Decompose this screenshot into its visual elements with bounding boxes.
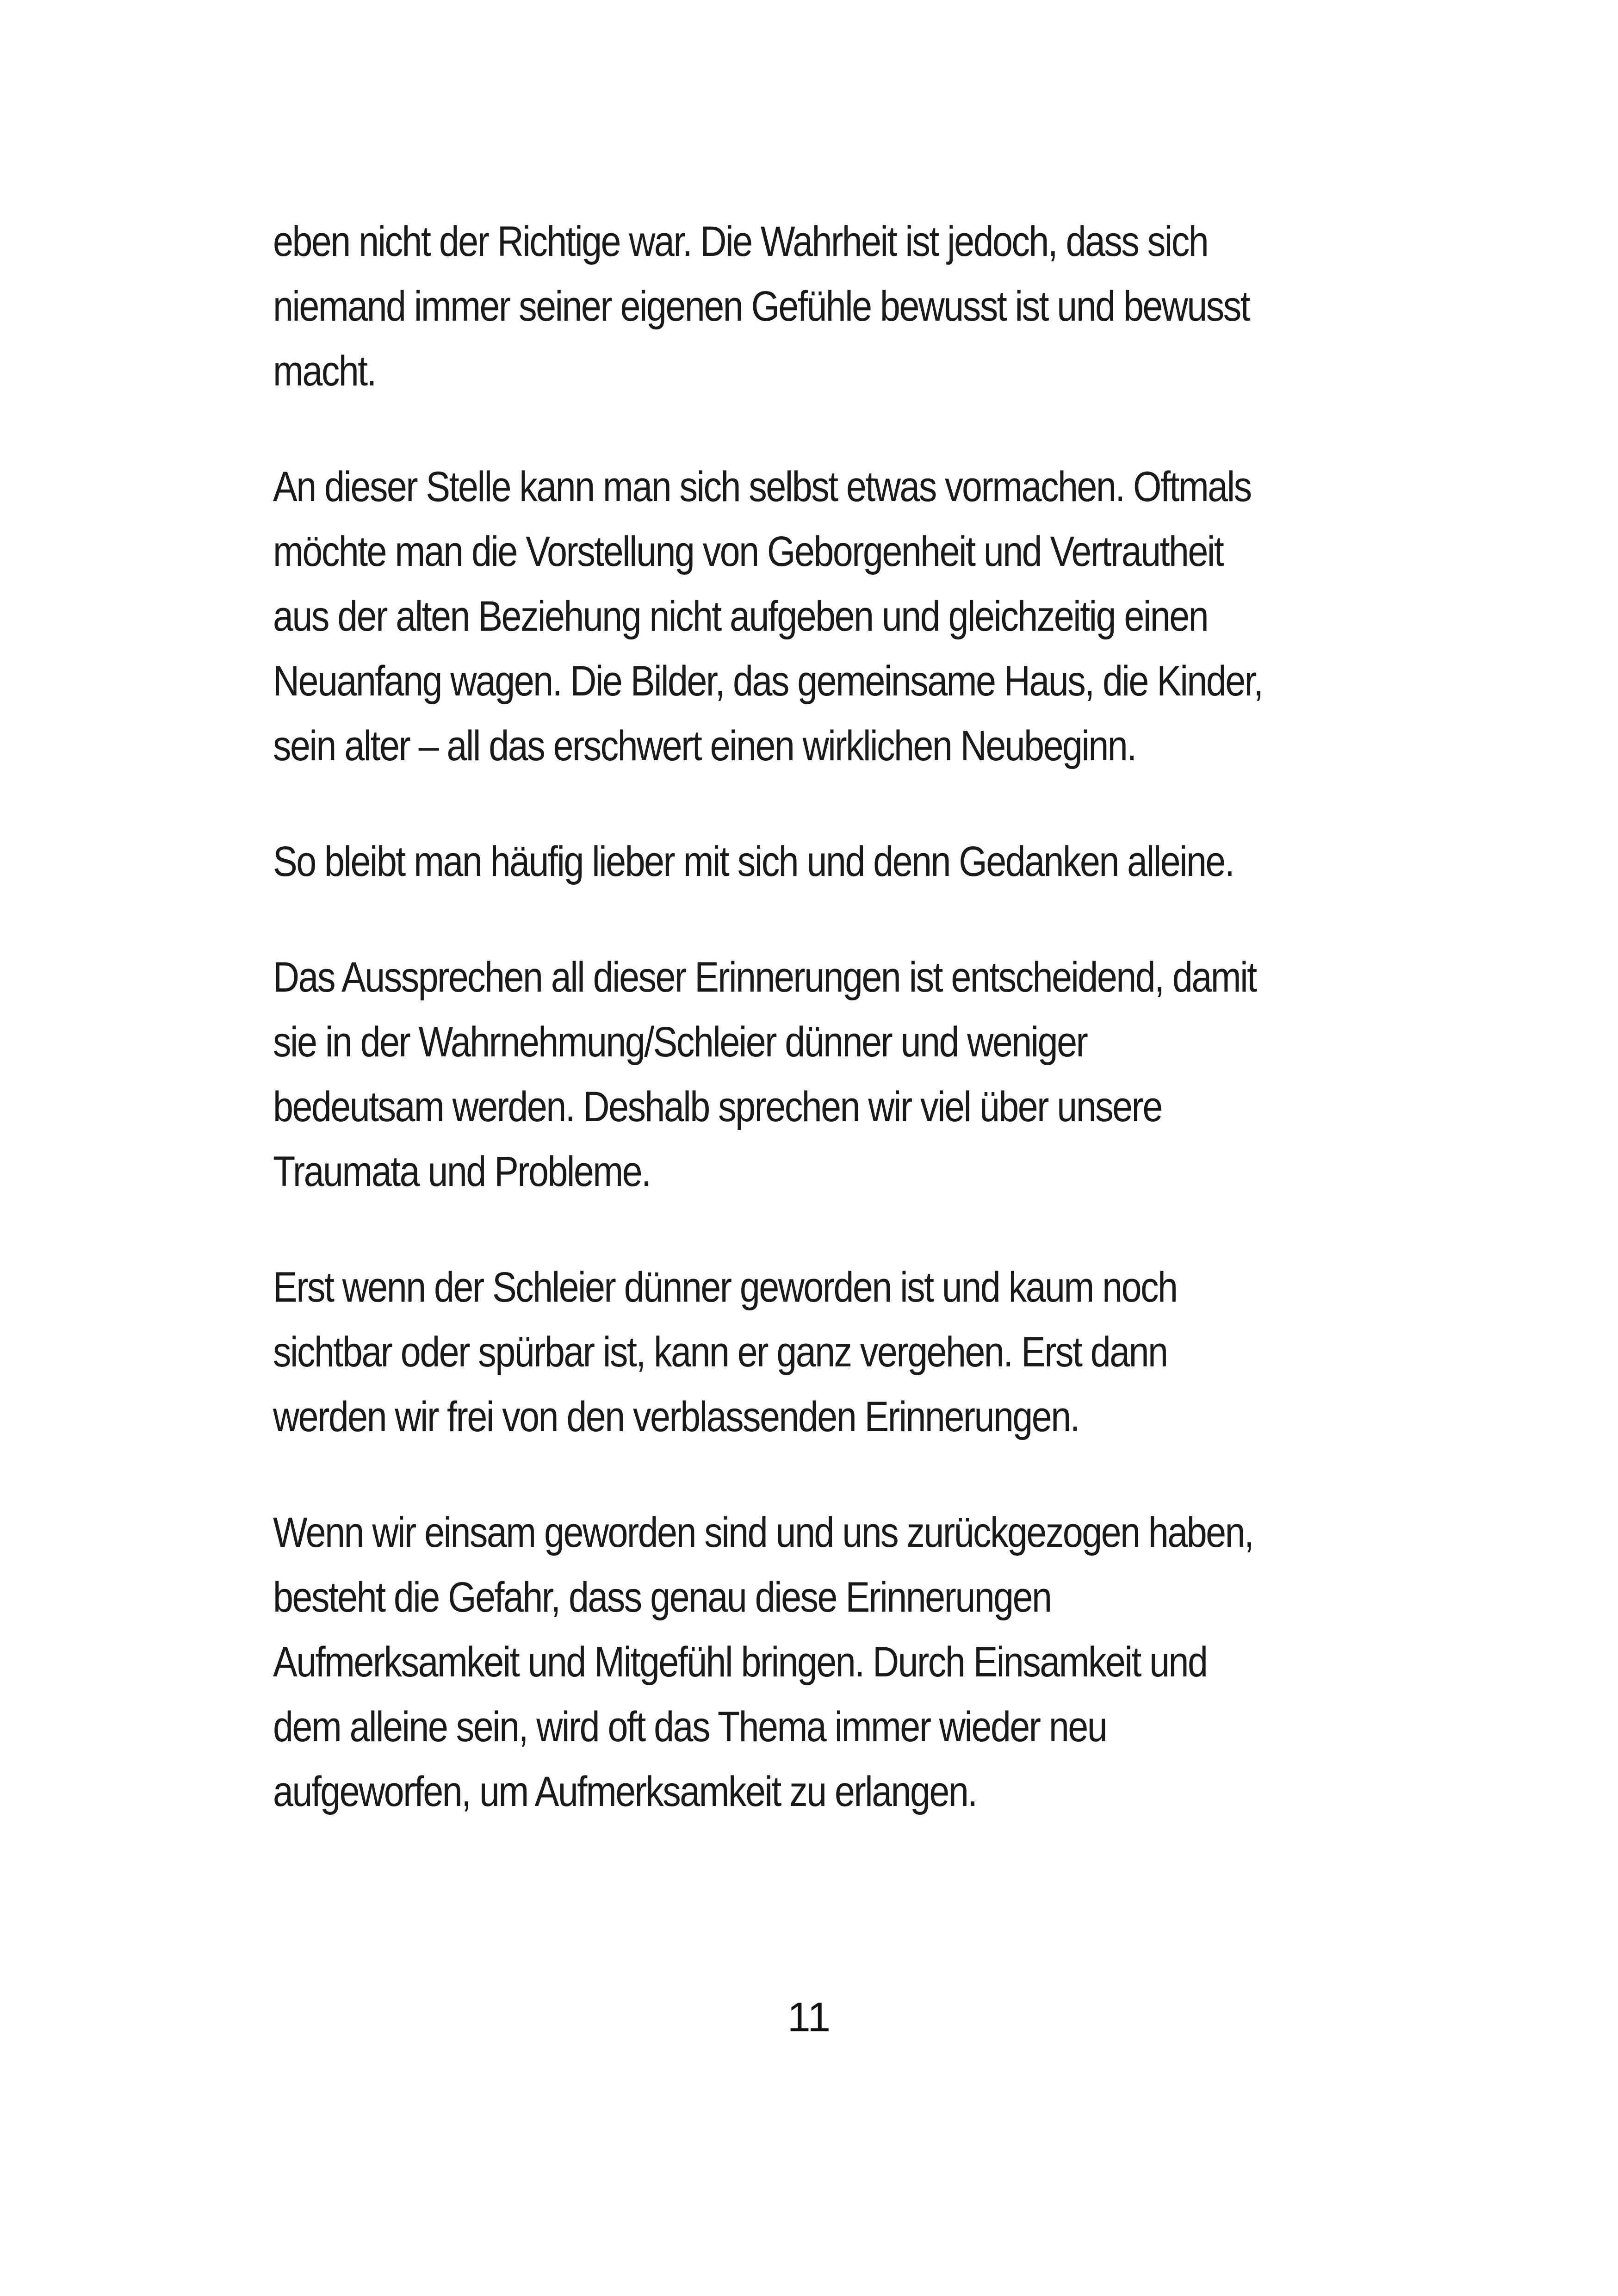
text-line: macht. [273,348,376,395]
text-line: Neuanfang wagen. Die Bilder, das gemeinsame Haus, die Kinder, [273,658,1263,705]
text-line: sie in der Wahrnehmung/Schleier dünner und weniger [273,1018,1087,1066]
paragraph-1 [273,209,1250,403]
paragraph-spacer [273,403,1204,454]
text-line: niemand immer seiner eigenen Gefühle bewusst ist und bewusst [273,283,1250,330]
paragraph-spacer [273,1449,1204,1500]
text-line: Das Aussprechen all dieser Erinnerungen ist entscheidend, damit [273,954,1256,1001]
paragraph-3 [273,829,1234,894]
page-number: 11 [787,1994,831,2041]
paragraph-spacer [273,778,1204,829]
text-line: So bleibt man häufig lieber mit sich und denn Gedanken alleine. [273,838,1234,885]
text-line: sein alter – all das erschwert einen wirklichen Neubeginn. [273,722,1136,769]
text-line: eben nicht der Richtige war. Die Wahrheit ist jedoch, dass sich [273,218,1208,265]
paragraph-spacer [273,894,1204,945]
text-line: Traumata und Probleme. [273,1148,651,1195]
text-line: aus der alten Beziehung nicht aufgeben und gleichzeitig einen [273,593,1208,640]
text-line: Erst wenn der Schleier dünner geworden ist und kaum noch [273,1264,1177,1311]
paragraph-2 [273,454,1263,778]
text-line: An dieser Stelle kann man sich selbst etwas vormachen. Oftmals [273,463,1251,510]
body-text [273,209,1263,1824]
paragraph-spacer [273,1204,1204,1255]
text-line: dem alleine sein, wird oft das Thema immer wieder neu [273,1703,1107,1750]
text-line: möchte man die Vorstellung von Geborgenheit und Vertrautheit [273,528,1223,575]
paragraph-5 [273,1255,1204,1449]
text-line: Aufmerksamkeit und Mitgefühl bringen. Durch Einsamkeit und [273,1638,1207,1686]
paragraph-4 [273,945,1256,1204]
text-line: sichtbar oder spürbar ist, kann er ganz vergehen. Erst dann [273,1328,1167,1376]
text-line: bedeutsam werden. Deshalb sprechen wir viel über unsere [273,1083,1162,1130]
text-line: besteht die Gefahr, dass genau diese Erinnerungen [273,1574,1051,1621]
paragraph-6 [273,1500,1253,1824]
text-line: werden wir frei von den verblassenden Erinnerungen. [273,1393,1079,1440]
text-line: aufgeworfen, um Aufmerksamkeit zu erlangen. [273,1768,977,1815]
text-line: Wenn wir einsam geworden sind und uns zurückgezogen haben, [273,1509,1253,1556]
